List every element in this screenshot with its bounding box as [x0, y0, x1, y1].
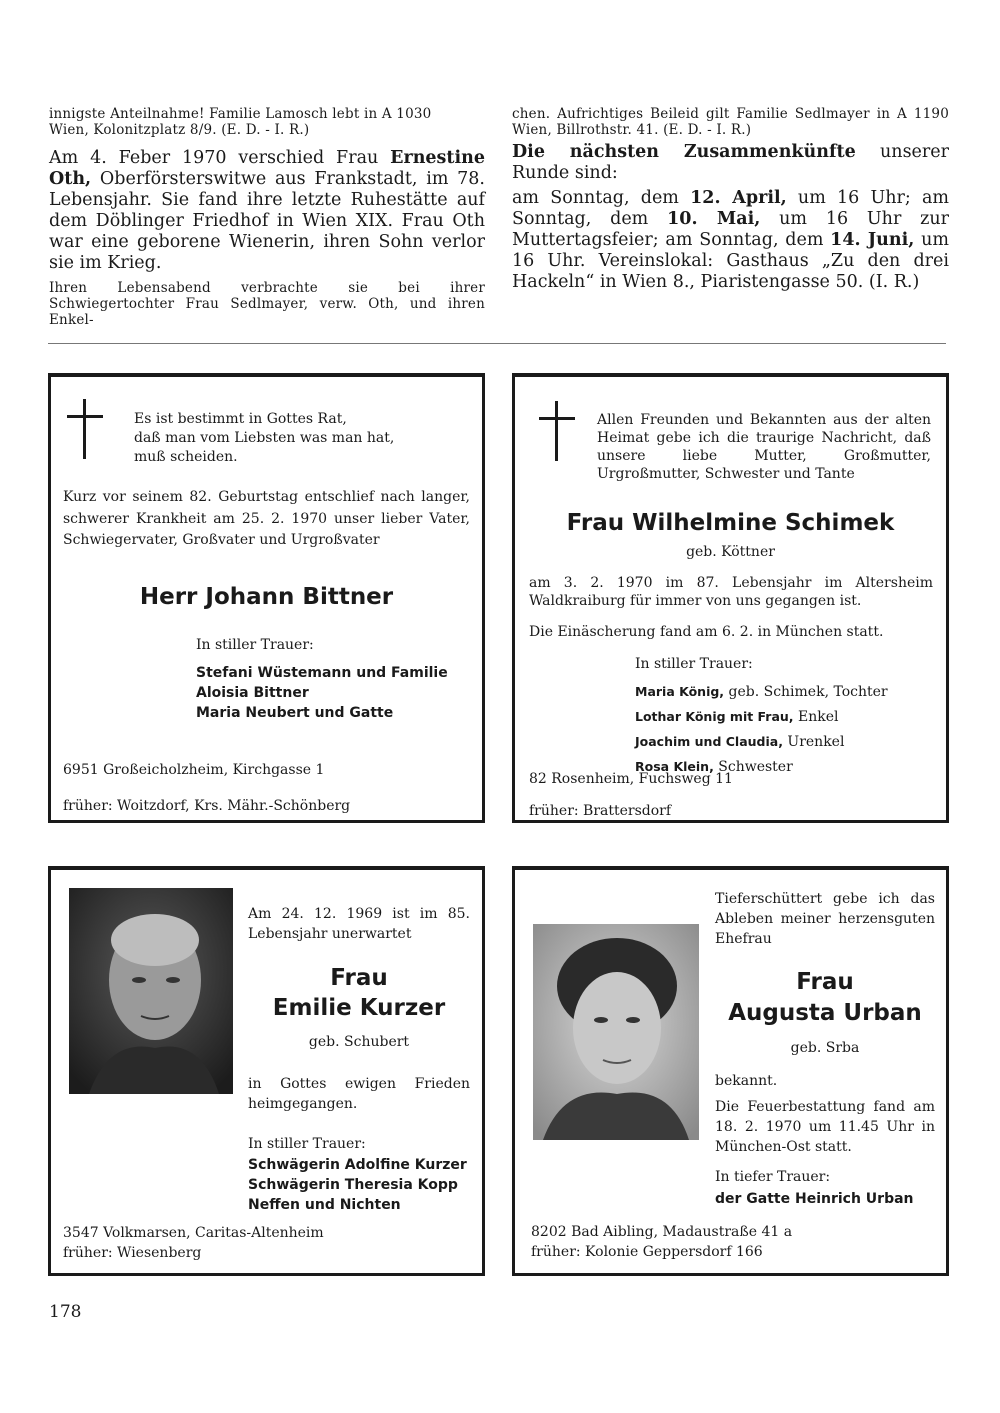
deceased-name: Herr Johann Bittner — [139, 584, 394, 610]
cross-icon — [539, 401, 575, 461]
obituary-paragraph: Am 4. Feber 1970 verschied Frau Ernestine Oth, Oberförsterswitwe aus Frankstadt, im 78. Lebensjahr. Sie fand ihre letzte Ruhestätte auf dem Döblinger Friedhof in Wien XIX. Frau Oth war eine geborene Wienerin, ihren Sohn verlor sie im Krieg. — [49, 148, 485, 273]
deceased-name: Emilie Kurzer — [272, 995, 446, 1021]
box-top-rule — [512, 866, 949, 870]
cremation-notice: Die Feuerbestattung fand am 18. 2. 1970 um 11.45 Uhr in München-Ost statt. — [715, 1099, 935, 1155]
portrait-photo — [69, 888, 233, 1094]
mourner-list: Schwägerin Adolfine Kurzer Schwägerin Theresia Kopp Neffen und Nichten — [248, 1157, 467, 1213]
obituary-box-kurzer — [48, 866, 485, 1276]
former-residence: früher: Wiesenberg — [63, 1245, 202, 1261]
box-top-rule — [48, 866, 485, 870]
box-top-rule — [48, 373, 485, 377]
obituary-box-urban — [512, 866, 949, 1276]
deceased-name: Augusta Urban — [728, 1000, 922, 1026]
obituary-box-bittner — [48, 373, 485, 823]
text-block: chen. Aufrichtiges Beileid gilt Familie Sedlmayer in A 1190 Wien, Billrothstr. 41. (E. D. - I. R.) — [512, 106, 949, 138]
obituary-text-2: in Gottes ewigen Frieden heimgegangen. — [248, 1076, 470, 1112]
death-notice: am 3. 2. 1970 im 87. Lebensjahr im Altersheim Waldkraiburg für immer von uns gegangen ist. — [529, 575, 933, 609]
box-top-rule — [512, 373, 949, 377]
known-text: bekannt. — [715, 1073, 778, 1089]
cross-icon — [67, 399, 103, 459]
portrait-photo — [533, 924, 699, 1140]
former-residence: früher: Woitzdorf, Krs. Mähr.-Schönberg — [63, 798, 351, 814]
page-number: 178 — [49, 1302, 82, 1322]
maiden-name: geb. Köttner — [686, 544, 775, 560]
obituary-text: Tieferschüttert gebe ich das Ableben meiner herzensguten Ehefrau — [715, 891, 935, 947]
mourning-label: In stiller Trauer: — [635, 656, 753, 672]
former-residence: früher: Kolonie Geppersdorf 166 — [531, 1244, 763, 1260]
deceased-title: Frau — [796, 969, 854, 995]
verse: Es ist bestimmt in Gottes Rat, daß man vom Liebsten was man hat, muß scheiden. — [134, 411, 395, 465]
deceased-name: Frau Wilhelmine Schimek — [566, 510, 895, 536]
mourner-list: Stefani Wüstemann und Familie Aloisia Bittner Maria Neubert und Gatte — [196, 665, 448, 721]
mourner-list: Maria König, geb. Schimek, Tochter Lothar König mit Frau, Enkel Joachim und Claudia, Urenkel Rosa Klein, Schwester — [635, 684, 888, 775]
column-left — [49, 106, 485, 328]
cremation-notice: Die Einäscherung fand am 6. 2. in München statt. — [529, 624, 884, 640]
text-block: Ihren Lebensabend verbrachte sie bei ihrer Schwiegertochter Frau Sedlmayer, verw. Oth, und ihren Enkel- — [49, 280, 485, 328]
obituary-text: Kurz vor seinem 82. Geburtstag entschlief nach langer, schwerer Krankheit am 25. 2. 1970 unser lieber Vater, Schwiegervater, Großvater und Urgroßvater — [63, 489, 470, 548]
mourning-label: In tiefer Trauer: — [715, 1169, 831, 1185]
mourning-label: In stiller Trauer: — [196, 637, 314, 653]
text-block: innigste Anteilnahme! Familie Lamosch lebt in A 1030 Wien, Kolonitzplatz 8/9. (E. D. - I. R.) — [49, 106, 432, 138]
former-residence: früher: Brattersdorf — [529, 803, 672, 819]
meetings-heading: Die nächsten Zusammenkünfte unserer Runde sind: — [512, 142, 949, 183]
column-right — [512, 106, 949, 293]
address: 82 Rosenheim, Fuchsweg 11 — [529, 771, 733, 787]
deceased-title: Frau — [330, 965, 388, 991]
address: 3547 Volkmarsen, Caritas-Altenheim — [63, 1225, 324, 1241]
address: 6951 Großeicholzheim, Kirchgasse 1 — [63, 762, 325, 778]
obituary-text: Am 24. 12. 1969 ist im 85. Lebensjahr unerwartet — [248, 906, 470, 942]
mourning-label: In stiller Trauer: — [248, 1136, 366, 1152]
obituary-text: Allen Freunden und Bekannten aus der alten Heimat gebe ich die traurige Nachricht, daß unsere liebe Mutter, Großmutter, Urgroßmutter, Schwester und Tante — [597, 412, 931, 482]
maiden-name: geb. Srba — [790, 1040, 860, 1056]
address: 8202 Bad Aibling, Madaustraße 41 a — [531, 1224, 793, 1240]
obituary-box-schimek — [512, 373, 949, 823]
separator-line — [48, 343, 946, 344]
meetings-paragraph: am Sonntag, dem 12. April, um 16 Uhr; am Sonntag, dem 10. Mai, um 16 Uhr zur Muttertagsfeier; am Sonntag, dem 14. Juni, um 16 Uhr. Vereinslokal: Gasthaus „Zu den drei Hackeln“ in Wien 8., Piaristengasse 50. (I. R.) — [512, 188, 949, 292]
maiden-name: geb. Schubert — [308, 1034, 410, 1050]
mourner: der Gatte Heinrich Urban — [715, 1191, 914, 1207]
